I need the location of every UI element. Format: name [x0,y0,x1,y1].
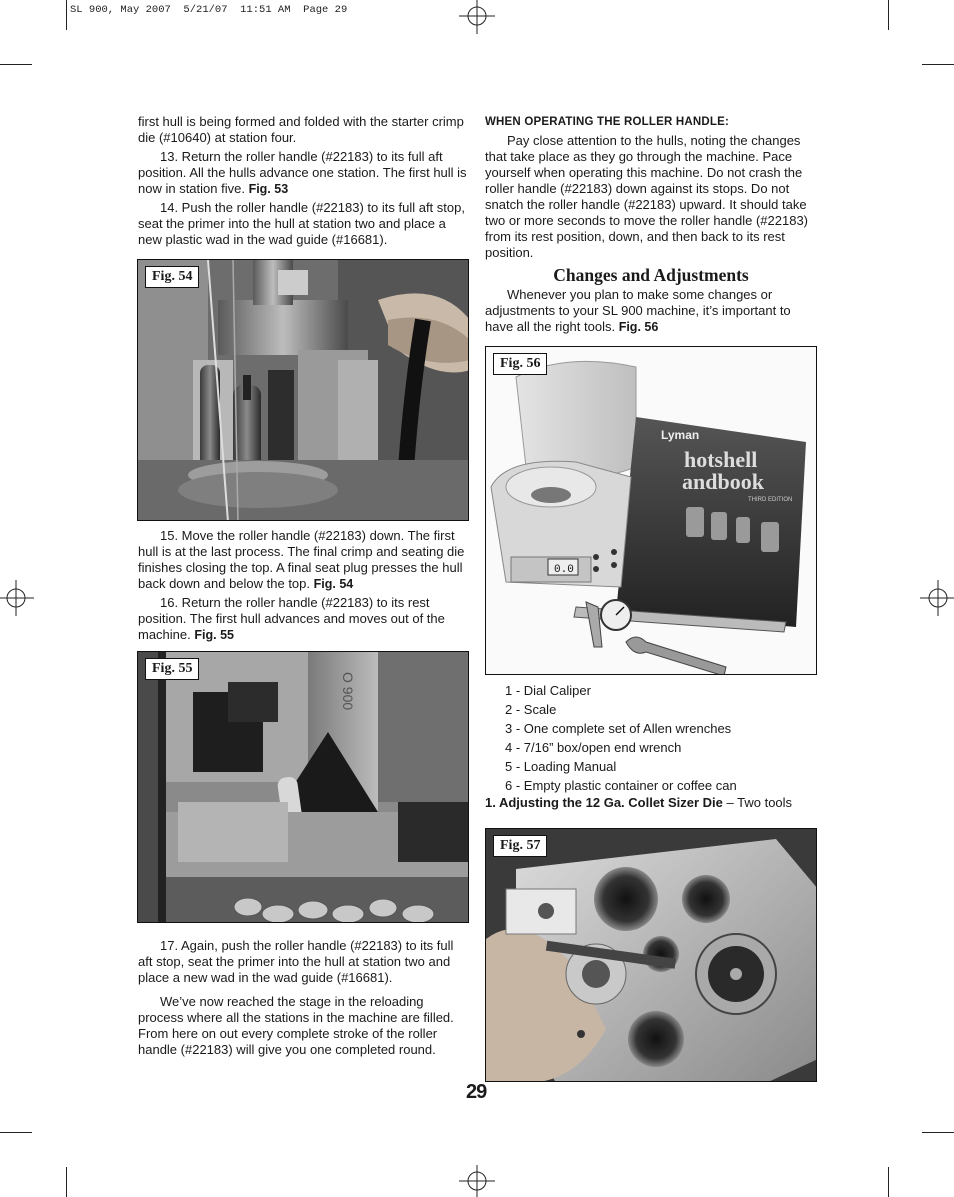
figure-reference: Fig. 54 [313,577,354,591]
section-heading: WHEN OPERATING THE ROLLER HANDLE: [485,116,730,128]
crop-mark [66,1167,67,1197]
left-column-top [138,114,470,251]
paragraph-step-13 [138,149,470,197]
crop-mark [0,1132,32,1133]
crop-mark [888,0,889,30]
subsection-heading-rest: – Two tools [722,795,793,810]
left-column-bottom [138,938,470,1061]
figure-56-photo [485,346,817,675]
figure-label: Fig. 55 [145,658,199,680]
paragraph: Pay close attention to the hulls, noting the changes that take place as they go through the machine. Pace yourself when operating this machine. Do not crash the roller handle (#22183) down against its stops. Do not snatch the roller handle (#22183) upward. It should take two or more seconds to move the roller handle (#22183) from its rest position, down, and then back to its rest position. [485,133,809,260]
figure-reference: Fig. 53 [248,182,289,196]
paragraph-step-15 [138,528,470,592]
book-brand: Lyman [661,428,700,442]
figure-label: Fig. 57 [493,835,547,857]
book-title-line-2: andbook [682,469,764,494]
list-item: 2 - Scale [505,702,557,717]
figure-reference: Fig. 55 [194,628,234,642]
registration-mark-icon [918,580,954,616]
crop-mark [922,1132,954,1133]
page-number: 29 [466,1081,487,1103]
paragraph-text: Whenever you plan to make some changes or adjustments to your SL 900 machine, it’s important to have all the right tools. [485,287,791,334]
book-edition: THIRD EDITION [748,497,793,503]
machine-lettering: O 900 [340,672,356,711]
subsection-heading-bold: 1. Adjusting the 12 Ga. Collet Sizer Die [485,795,723,810]
registration-mark-icon [459,1163,495,1197]
paragraph-text: 15. Move the roller handle (#22183) down. The first hull is at the last process. The final crimp and seating die finishes closing the top. A final seat plug presses the hull back down and below the top. [138,528,465,591]
print-slug: SL 900, May 2007 5/21/07 11:51 AM Page 29 [70,4,348,16]
right-column-top [485,114,817,338]
paragraph: We’ve now reached the stage in the reloading process where all the stations in the machine are filled. From here on out every complete stroke of the roller handle (#22183) will give you one completed round. [138,994,454,1057]
book-title-line-1: hotshell [684,447,758,472]
figure-label: Fig. 54 [145,266,199,288]
figure-57-photo [485,828,817,1082]
paragraph-text: 13. Return the roller handle (#22183) to its full aft position. All the hulls advance one station. The first hull is now in station five. [138,149,467,196]
paragraph: first hull is being formed and folded with the starter crimp die (#10640) at station four. [138,114,464,145]
paragraph-step-14: 14. Push the roller handle (#22183) to its full aft stop, seat the primer into the hull at station two and place a new plastic wad in the wad guide (#16681). [138,200,465,247]
figure-54-photo [137,259,469,521]
crop-mark [0,64,32,65]
registration-mark-icon [459,0,495,36]
crop-mark [922,64,954,65]
figure-55-photo [137,651,469,923]
section-title: Changes and Adjustments [553,265,749,285]
registration-mark-icon [0,580,36,616]
figure-label: Fig. 56 [493,353,547,375]
figure-reference: Fig. 56 [618,320,659,334]
paragraph [485,287,817,335]
crop-mark [888,1167,889,1197]
list-item: 6 - Empty plastic container or coffee can [505,778,737,793]
list-item: 1 - Dial Caliper [505,683,591,698]
subsection-heading [485,795,792,811]
scale-readout: 0.0 [554,564,574,576]
tool-list [505,681,737,795]
paragraph-text: 16. Return the roller handle (#22183) to its rest position. The first hull advances and moves out of the machine. [138,595,445,642]
paragraph-step-16 [138,595,470,643]
left-column-middle [138,528,470,646]
list-item: 3 - One complete set of Allen wrenches [505,721,732,736]
list-item: 4 - 7/16” box/open end wrench [505,740,682,755]
paragraph-step-17: 17. Again, push the roller handle (#22183) to its full aft stop, seat the primer into the hull at station two and place a new wad in the wad guide (#16681). [138,938,454,985]
crop-mark [66,0,67,30]
list-item: 5 - Loading Manual [505,759,617,774]
